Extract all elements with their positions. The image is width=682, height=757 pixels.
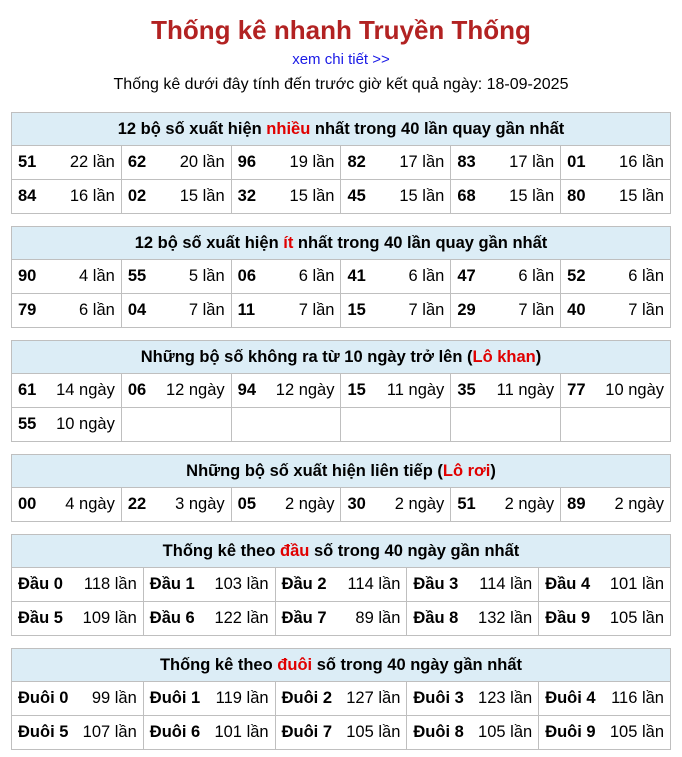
stat-label: Đầu 1 [149, 575, 195, 593]
stat-cell [341, 260, 451, 294]
stat-count: 10 ngày [56, 415, 115, 433]
stat-cell [12, 488, 122, 522]
stat-cell [539, 682, 671, 716]
section-title-text: số trong 40 ngày gần nhất [309, 541, 520, 560]
stat-count: 4 ngày [65, 495, 115, 513]
stat-label: Đuôi 4 [545, 689, 596, 707]
stat-label: Đuôi 0 [18, 689, 69, 707]
stat-cell [12, 408, 122, 442]
stat-cell [561, 260, 671, 294]
stat-count: 123 lần [478, 689, 533, 707]
stat-label: 04 [127, 301, 147, 319]
stat-count: 2 ngày [394, 495, 445, 513]
section-title-highlight: đuôi [277, 655, 313, 674]
stat-cell [143, 682, 275, 716]
stat-count: 105 lần [609, 609, 664, 627]
table-row [12, 488, 671, 522]
stat-count: 20 lần [179, 153, 225, 171]
stat-cell [341, 408, 451, 442]
section-title-text: Thống kê theo [159, 655, 278, 674]
stat-label: 89 [567, 495, 586, 513]
stat-cell [12, 260, 122, 294]
stat-cell [121, 146, 231, 180]
stat-label: 51 [18, 153, 37, 171]
stat-label: 68 [457, 187, 476, 205]
stat-count: 3 ngày [175, 495, 225, 513]
stat-cell [451, 488, 561, 522]
stat-count: 127 lần [346, 689, 401, 707]
stat-count: 15 lần [399, 187, 445, 205]
stat-label: 51 [457, 495, 476, 513]
stat-count: 103 lần [214, 575, 269, 593]
stat-label: Đuôi 1 [149, 689, 201, 707]
stat-count: 116 lần [611, 689, 664, 707]
table-row [12, 180, 671, 214]
stat-count: 19 lần [289, 153, 335, 171]
table-row [12, 294, 671, 328]
stat-count: 109 lần [82, 609, 137, 627]
stat-label: Đầu 2 [281, 575, 327, 593]
stat-cell [12, 146, 122, 180]
stat-count: 15 lần [619, 187, 664, 205]
stat-count: 114 lần [479, 575, 533, 593]
section-title [12, 341, 671, 374]
stat-label: Đầu 4 [545, 575, 591, 593]
stat-cell [407, 568, 539, 602]
stat-cell [561, 408, 671, 442]
stat-label: 80 [567, 187, 586, 205]
lo-roi-table [11, 454, 671, 522]
section-title [12, 227, 671, 260]
stat-label: Đuôi 2 [281, 689, 333, 707]
section-title-text: số trong 40 ngày gần nhất [312, 655, 523, 674]
stat-label: 83 [457, 153, 476, 171]
stat-count: 7 lần [408, 301, 445, 319]
stat-cell [12, 374, 122, 408]
stat-cell [451, 408, 561, 442]
stat-count: 16 lần [619, 153, 664, 171]
section-title-text: ) [535, 347, 542, 366]
section-title-text: Những bộ số xuất hiện liên tiếp ( [186, 461, 443, 480]
stat-count: 11 ngày [386, 381, 445, 399]
stat-count: 10 ngày [605, 381, 664, 399]
stat-cell [561, 294, 671, 328]
table-row [12, 146, 671, 180]
lo-khan-table [11, 340, 671, 442]
stat-cell [451, 180, 561, 214]
stat-cell [121, 180, 231, 214]
tail-stats-table [11, 648, 671, 750]
stat-count: 101 lần [609, 575, 664, 593]
stat-count: 122 lần [214, 609, 269, 627]
section-title-highlight: Lô rơi [442, 461, 491, 480]
table-row [12, 374, 671, 408]
stat-count: 7 lần [628, 301, 664, 319]
table-row [12, 602, 671, 636]
stat-count: 17 lần [509, 153, 555, 171]
stat-label: Đầu 3 [413, 575, 459, 593]
stat-count: 2 ngày [284, 495, 335, 513]
stat-cell [121, 294, 231, 328]
stat-label: 29 [457, 301, 476, 319]
stat-label: 94 [237, 381, 257, 399]
stat-count: 12 ngày [275, 381, 335, 399]
section-title-text: 12 bộ số xuất hiện [134, 233, 284, 252]
section-title [12, 455, 671, 488]
stat-cell [121, 374, 231, 408]
stat-cell [451, 294, 561, 328]
stat-cell [231, 408, 341, 442]
stat-cell [341, 180, 451, 214]
page-title: Thống kê nhanh Truyền Thống [151, 15, 531, 45]
stat-label: 84 [18, 187, 37, 205]
stat-label: 79 [18, 301, 37, 319]
stat-cell [231, 374, 341, 408]
stat-cell [539, 602, 671, 636]
stat-label: 02 [127, 187, 147, 205]
stat-cell [121, 488, 231, 522]
stat-label: Đuôi 9 [545, 723, 596, 741]
stat-count: 17 lần [399, 153, 445, 171]
table-row [12, 260, 671, 294]
stat-cell [231, 488, 341, 522]
stat-count: 118 lần [83, 575, 137, 593]
stat-label: 45 [347, 187, 366, 205]
stat-cell [231, 146, 341, 180]
stat-cell [275, 602, 407, 636]
stat-count: 6 lần [298, 267, 335, 285]
table-row [12, 408, 671, 442]
stat-label: Đuôi 5 [18, 723, 69, 741]
stat-cell [143, 568, 275, 602]
stat-label: Đầu 9 [545, 609, 591, 627]
section-title-text: Thống kê theo [162, 541, 281, 560]
section-title [12, 535, 671, 568]
stat-cell [143, 716, 275, 750]
stat-cell [407, 716, 539, 750]
section-title-text: nhất trong 40 lần quay gần nhất [310, 119, 565, 138]
stat-cell [539, 716, 671, 750]
stat-label: Đuôi 6 [149, 723, 201, 741]
stat-label: 55 [127, 267, 147, 285]
stat-count: 89 lần [355, 609, 401, 627]
stat-cell [275, 716, 407, 750]
stat-label: 30 [347, 495, 366, 513]
stat-label: 00 [18, 495, 37, 513]
stat-label: 47 [457, 267, 476, 285]
stat-count: 11 ngày [496, 381, 555, 399]
stat-label: 61 [18, 381, 37, 399]
section-title [12, 113, 671, 146]
stat-count: 119 lần [215, 689, 269, 707]
stat-count: 14 ngày [56, 381, 115, 399]
stat-label: 15 [347, 381, 366, 399]
stat-count: 6 lần [518, 267, 555, 285]
stat-cell [121, 260, 231, 294]
stat-count: 15 lần [509, 187, 555, 205]
stat-cell [407, 602, 539, 636]
stat-count: 7 lần [518, 301, 555, 319]
stat-count: 105 lần [609, 723, 664, 741]
stat-cell [121, 408, 231, 442]
stat-cell [451, 374, 561, 408]
stat-count: 6 lần [408, 267, 445, 285]
section-title [12, 649, 671, 682]
stat-count: 132 lần [478, 609, 533, 627]
stat-label: 90 [18, 267, 37, 285]
stat-count: 2 ngày [504, 495, 555, 513]
stat-count: 5 lần [188, 267, 225, 285]
section-title-text: nhất trong 40 lần quay gần nhất [293, 233, 548, 252]
stat-label: 06 [237, 267, 257, 285]
table-row [12, 568, 671, 602]
stat-cell [12, 294, 122, 328]
stat-cell [231, 294, 341, 328]
stat-label: 55 [18, 415, 37, 433]
stat-label: 32 [237, 187, 257, 205]
stat-count: 4 lần [79, 267, 115, 285]
stat-label: Đuôi 7 [281, 723, 333, 741]
stat-label: 01 [567, 153, 586, 171]
section-title-text: Những bộ số không ra từ 10 ngày trở lên ( [140, 347, 473, 366]
stat-label: Đầu 8 [413, 609, 459, 627]
stat-label: Đầu 6 [149, 609, 195, 627]
stat-label: Đầu 5 [18, 609, 63, 627]
section-title-highlight: ít [283, 233, 294, 252]
most-frequent-table [11, 112, 671, 214]
table-row [12, 716, 671, 750]
stat-cell [539, 568, 671, 602]
stat-label: 15 [347, 301, 366, 319]
stat-cell [341, 488, 451, 522]
stat-label: 35 [457, 381, 476, 399]
view-details-link[interactable]: xem chi tiết >> [292, 51, 390, 68]
stat-label: Đầu 0 [18, 575, 63, 593]
stat-count: 105 lần [346, 723, 401, 741]
stat-count: 105 lần [478, 723, 533, 741]
stat-label: 40 [567, 301, 586, 319]
stat-cell [231, 260, 341, 294]
stat-cell [231, 180, 341, 214]
stat-cell [561, 180, 671, 214]
stat-count: 99 lần [91, 689, 137, 707]
stat-cell [341, 294, 451, 328]
stat-cell [561, 374, 671, 408]
stat-count: 15 lần [289, 187, 335, 205]
stat-cell [407, 682, 539, 716]
stat-count: 15 lần [179, 187, 225, 205]
stat-cell [12, 602, 144, 636]
stat-count: 107 lần [82, 723, 137, 741]
stat-label: 11 [237, 301, 256, 319]
page-subtitle: Thống kê dưới đây tính đến trước giờ kết quả ngày: 18-09-2025 [113, 76, 569, 93]
stat-count: 6 lần [79, 301, 115, 319]
section-title-text: 12 bộ số xuất hiện [117, 119, 267, 138]
section-title-highlight: Lô khan [472, 347, 536, 366]
stat-label: Đuôi 3 [413, 689, 464, 707]
stat-count: 12 ngày [165, 381, 225, 399]
stat-label: 41 [347, 267, 366, 285]
stat-cell [12, 716, 144, 750]
stat-label: 22 [127, 495, 147, 513]
stat-label: 05 [237, 495, 257, 513]
head-stats-table [11, 534, 671, 636]
stat-count: 22 lần [69, 153, 115, 171]
stat-cell [275, 682, 407, 716]
stat-cell [341, 146, 451, 180]
stat-count: 16 lần [69, 187, 115, 205]
stat-count: 6 lần [628, 267, 664, 285]
stat-label: Đuôi 8 [413, 723, 464, 741]
stat-cell [12, 682, 144, 716]
table-row [12, 682, 671, 716]
stat-label: 62 [127, 153, 147, 171]
stat-label: 06 [127, 381, 147, 399]
stat-cell [451, 260, 561, 294]
stat-cell [561, 146, 671, 180]
stat-count: 7 lần [298, 301, 335, 319]
stat-label: 82 [347, 153, 366, 171]
stat-count: 114 lần [347, 575, 401, 593]
stat-count: 2 ngày [614, 495, 664, 513]
stat-cell [12, 180, 122, 214]
stat-label: Đầu 7 [281, 609, 327, 627]
section-title-text: ) [490, 461, 496, 480]
least-frequent-table [11, 226, 671, 328]
stat-cell [143, 602, 275, 636]
stat-count: 7 lần [188, 301, 225, 319]
stat-label: 96 [237, 153, 257, 171]
stat-label: 77 [567, 381, 586, 399]
stat-cell [275, 568, 407, 602]
stat-count: 101 lần [214, 723, 269, 741]
stat-cell [451, 146, 561, 180]
section-title-highlight: nhiều [266, 119, 311, 138]
section-title-highlight: đầu [280, 541, 310, 560]
stat-cell [12, 568, 144, 602]
stat-label: 52 [567, 267, 586, 285]
stat-cell [341, 374, 451, 408]
stat-cell [561, 488, 671, 522]
